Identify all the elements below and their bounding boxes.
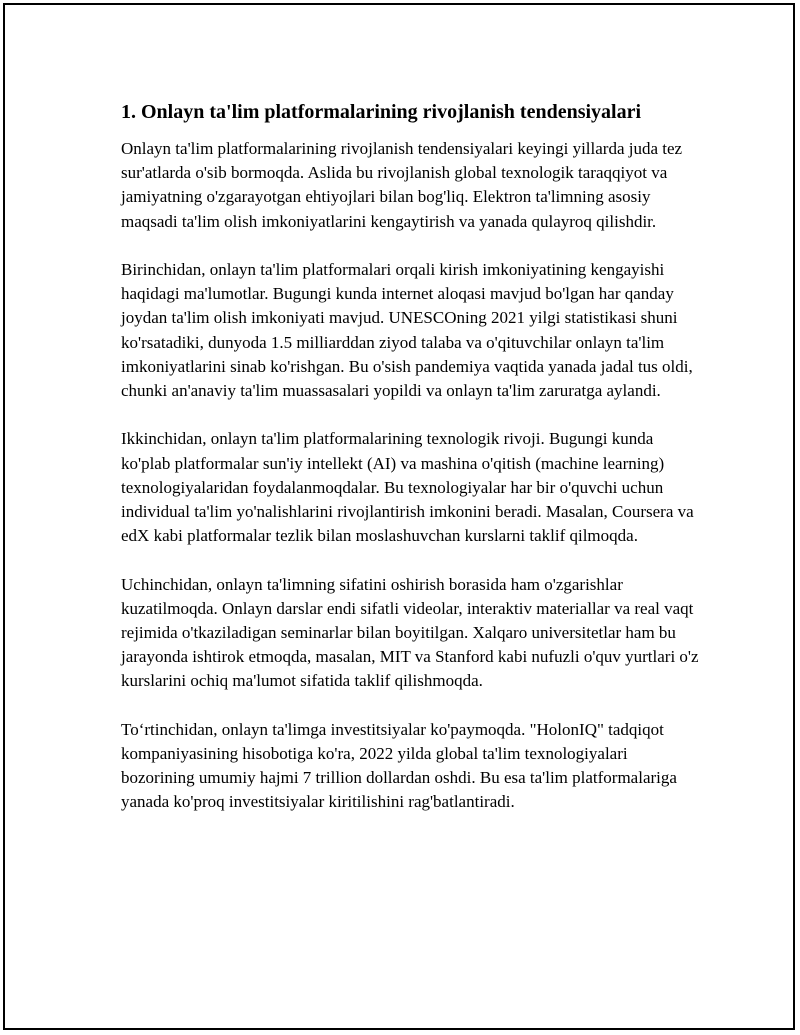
page-border (3, 3, 795, 1030)
paragraph-third-point: Uchinchidan, onlayn ta'limning sifatini oshirish borasida ham o'zgarishlar kuzatilmoqda. Onlayn darslar endi sifatli videolar, interaktiv materiallar va real vaqt rejimida o'tkaziladigan seminarlar bilan boyitilgan. Xalqaro universitetlar ham bu jarayonda ishtirok etmoqda, masalan, MIT va Stanford kabi nufuzli o'quv yurtlari o'z kurslarini ochiq ma'lumot sifatida taklif qilishmoqda. (121, 574, 699, 691)
document-body (121, 99, 701, 839)
document-title: 1. Onlayn ta'lim platformalarining rivojlanish tendensiyalari (121, 101, 642, 123)
paragraph-second-point: Ikkinchidan, onlayn ta'lim platformalarining texnologik rivoji. Bugungi kunda ko'plab platformalar sun'iy intellekt (AI) va mashina o'qitish (machine learning) texnologiyalaridan foydalanmoqdalar. Bu texnologiyalar har bir o'quvchi uchun individual ta'lim yo'nalishlarini rivojlantirish imkonini beradi. Masalan, Coursera va edX kabi platformalar tezlik bilan moslashuvchan kurslarni taklif qilmoqda. (121, 429, 694, 546)
paragraph-first-point: Birinchidan, onlayn ta'lim platformalari orqali kirish imkoniyatining kengayishi haqidagi ma'lumotlar. Bugungi kunda internet aloqasi mavjud bo'lgan har qanday joydan ta'lim olish imkoniyati mavjud. UNESCOning 2021 yilgi statistikasi shuni ko'rsatadiki, dunyoda 1.5 milliarddan ziyod talaba va o'qituvchilar onlayn ta'lim imkoniyatlarini sinab ko'rishgan. Bu o'sish pandemiya vaqtida yanada jadal tus oldi, chunki an'anaviy ta'lim muassasalari yopildi va onlayn ta'lim zaruratga aylandi. (121, 260, 693, 401)
paragraph-intro: Onlayn ta'lim platformalarining rivojlanish tendensiyalari keyingi yillarda juda tez sur'atlarda o'sib bormoqda. Aslida bu rivojlanish global texnologik taraqqiyot va jamiyatning o'zgarayotgan ehtiyojlari bilan bog'liq. Elektron ta'limning asosiy maqsadi ta'lim olish imkoniyatlarini kengaytirish va yanada qulayroq qilishdir. (121, 139, 683, 231)
paragraph-fourth-point: To‘rtinchidan, onlayn ta'limga investitsiyalar ko'paymoqda. "HolonIQ" tadqiqot kompaniyasining hisobotiga ko'ra, 2022 yilda global ta'lim texnologiyalari bozorining umumiy hajmi 7 trillion dollardan oshdi. Bu esa ta'lim platformalariga yanada ko'proq investitsiyalar kiritilishini rag'batlantiradi. (121, 719, 677, 812)
